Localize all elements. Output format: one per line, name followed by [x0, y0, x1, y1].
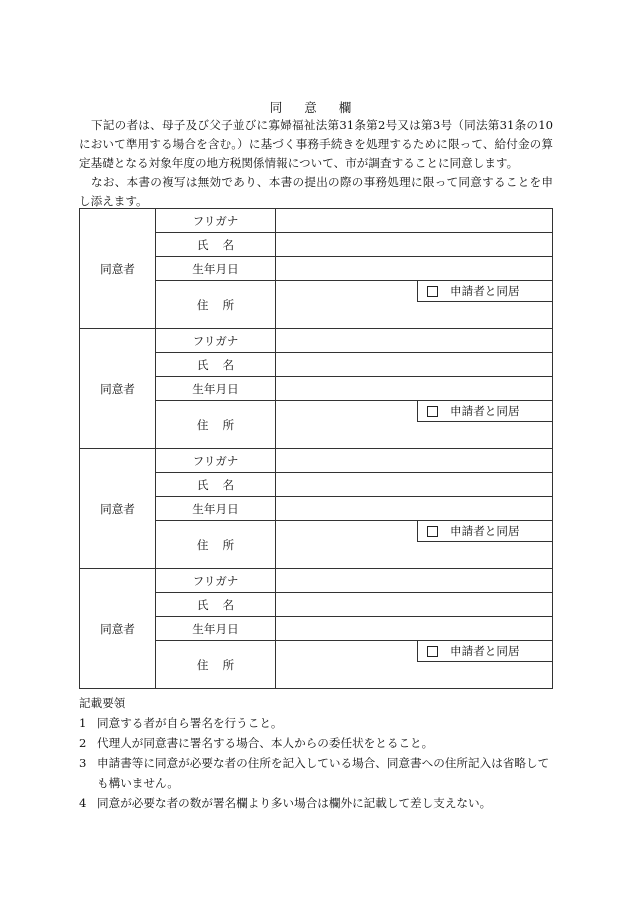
note-item [79, 733, 553, 753]
cohabit-label: 申請者と同居 [450, 404, 520, 418]
name-field[interactable] [276, 233, 553, 257]
consenter-group-label: 同意者 [80, 209, 156, 329]
notes-section [79, 693, 553, 813]
note-item [79, 793, 553, 813]
consent-paragraph-1: 下記の者は、母子及び父子並びに寡婦福祉法第31条第2号又は第3号（同法第31条の10において準用する場合を含む。）に基づく事務手続きを処理するために限って、給付金の算定基礎となる対象年度の地方税関係情報について、市が調査することに同意します。 [79, 118, 553, 170]
cohabit-checkbox[interactable] [427, 286, 438, 297]
address-label: 住所 [156, 641, 276, 689]
note-text: 同意する者が自ら署名を行うこと。 [97, 716, 283, 730]
birthdate-field[interactable] [276, 377, 553, 401]
furigana-label: フリガナ [156, 329, 276, 353]
name-label: 氏名 [156, 473, 276, 497]
name-label: 氏名 [156, 233, 276, 257]
birthdate-label: 生年月日 [156, 377, 276, 401]
note-item [79, 753, 553, 793]
cohabit-checkbox[interactable] [427, 526, 438, 537]
note-text: 同意が必要な者の数が署名欄より多い場合は欄外に記載して差し支えない。 [97, 796, 492, 810]
note-number: 4 [79, 796, 87, 810]
cohabit-label: 申請者と同居 [450, 644, 520, 658]
cohabit-label: 申請者と同居 [450, 284, 520, 298]
form-title: 同 意 欄 [269, 100, 361, 115]
cohabit-checkbox[interactable] [427, 406, 438, 417]
cohabit-option[interactable] [417, 280, 553, 302]
furigana-label: フリガナ [156, 449, 276, 473]
furigana-field[interactable] [276, 569, 553, 593]
consenter-group-label: 同意者 [80, 449, 156, 569]
furigana-field[interactable] [276, 209, 553, 233]
note-number: 3 [79, 756, 87, 770]
birthdate-label: 生年月日 [156, 497, 276, 521]
consent-paragraph-2: なお、本書の複写は無効であり、本書の提出の際の事務処理に限って同意することを申し添えます。 [79, 175, 553, 208]
name-label: 氏名 [156, 353, 276, 377]
consenter-table [79, 208, 553, 689]
name-field[interactable] [276, 353, 553, 377]
birthdate-label: 生年月日 [156, 617, 276, 641]
notes-heading: 記載要領 [79, 696, 126, 710]
cohabit-option[interactable] [417, 640, 553, 662]
furigana-field[interactable] [276, 449, 553, 473]
birthdate-field[interactable] [276, 617, 553, 641]
address-field[interactable] [276, 401, 553, 449]
address-label: 住所 [156, 521, 276, 569]
cohabit-option[interactable] [417, 400, 553, 422]
address-label: 住所 [156, 401, 276, 449]
note-number: 1 [79, 716, 87, 730]
cohabit-label: 申請者と同居 [450, 524, 520, 538]
birthdate-field[interactable] [276, 497, 553, 521]
note-number: 2 [79, 736, 87, 750]
furigana-label: フリガナ [156, 569, 276, 593]
birthdate-label: 生年月日 [156, 257, 276, 281]
note-text: 申請書等に同意が必要な者の住所を記入している場合、同意書への住所記入は省略しても構いません。 [97, 756, 550, 790]
address-label: 住所 [156, 281, 276, 329]
name-field[interactable] [276, 473, 553, 497]
note-text: 代理人が同意書に署名する場合、本人からの委任状をとること。 [97, 736, 434, 750]
furigana-label: フリガナ [156, 209, 276, 233]
address-field[interactable] [276, 281, 553, 329]
name-field[interactable] [276, 593, 553, 617]
address-field[interactable] [276, 641, 553, 689]
consenter-group-label: 同意者 [80, 569, 156, 689]
cohabit-checkbox[interactable] [427, 646, 438, 657]
consenter-group-label: 同意者 [80, 329, 156, 449]
note-item [79, 713, 553, 733]
birthdate-field[interactable] [276, 257, 553, 281]
cohabit-option[interactable] [417, 520, 553, 542]
furigana-field[interactable] [276, 329, 553, 353]
notes-list [79, 713, 553, 813]
address-field[interactable] [276, 521, 553, 569]
name-label: 氏名 [156, 593, 276, 617]
